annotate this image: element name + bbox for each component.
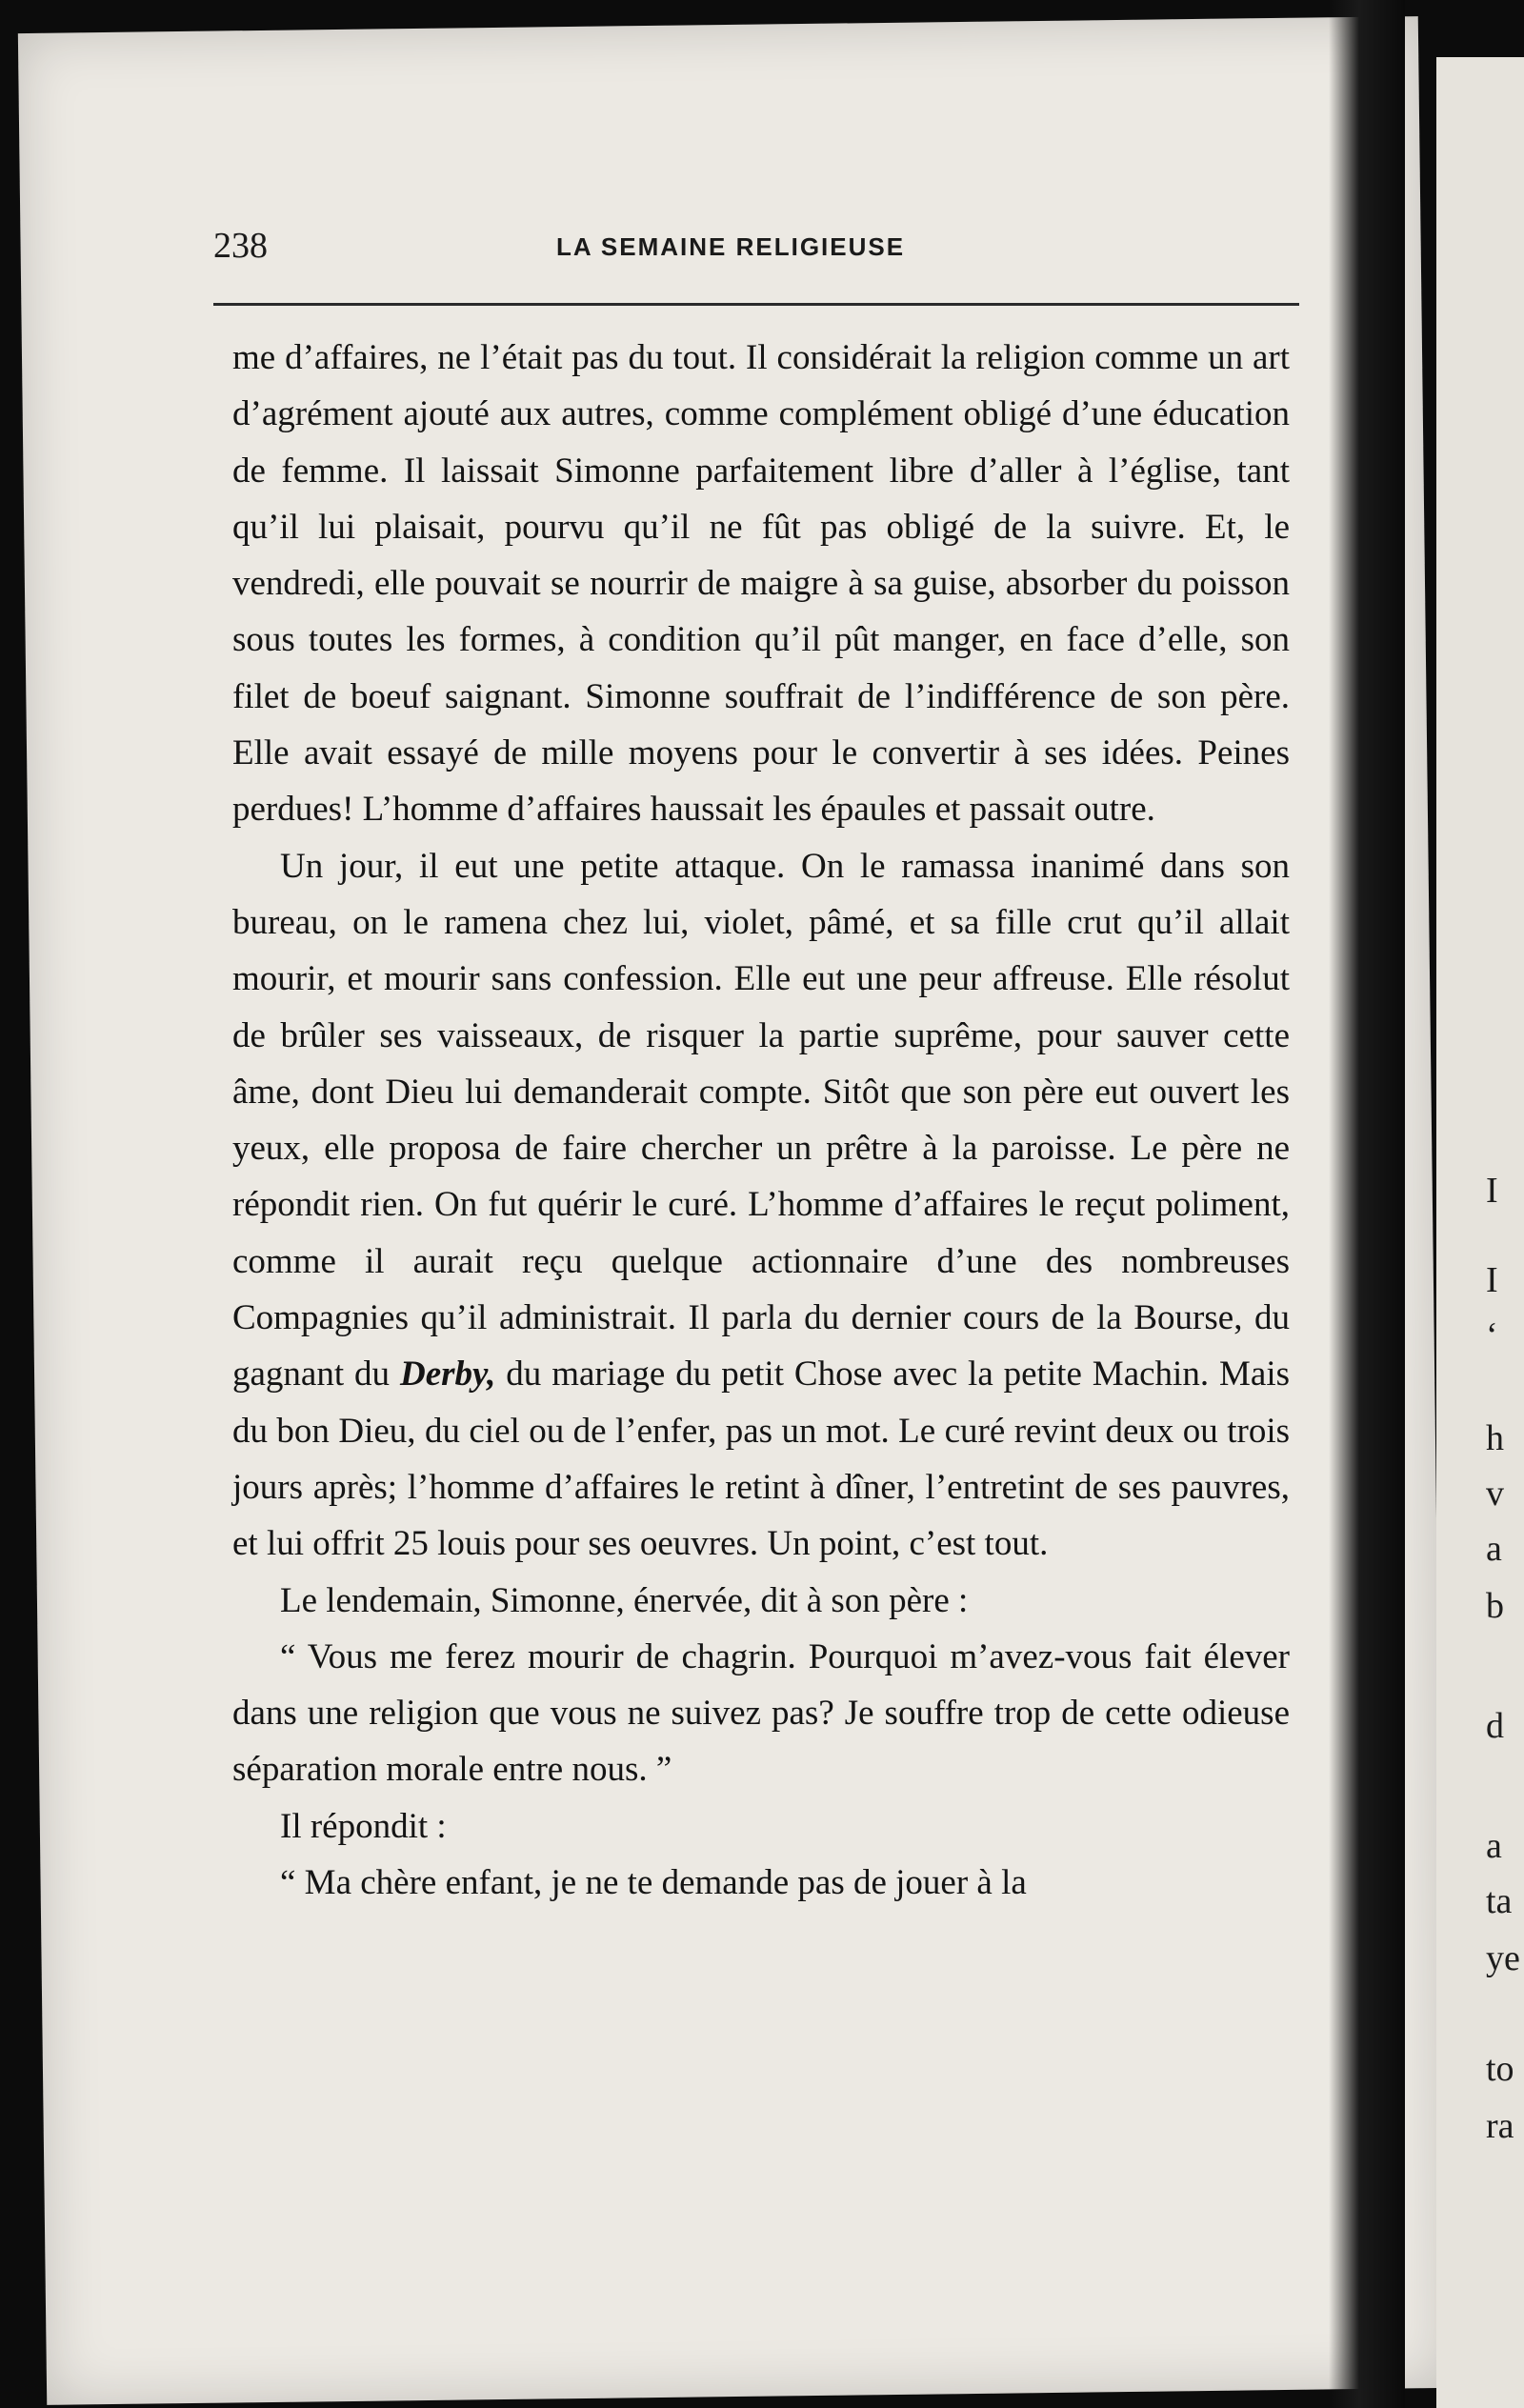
facing-page-fragment: ta <box>1486 1881 1513 1921</box>
page-header <box>213 225 1299 282</box>
facing-page-fragment: ‘ <box>1486 1315 1498 1355</box>
paragraph: Le lendemain, Simonne, énervée, dit à son père : <box>280 1580 969 1620</box>
header-rule <box>213 303 1299 306</box>
paragraph-text: Un jour, il eut une petite attaque. On le ramassa inanimé dans son bureau, on le ramena chez lui, violet, pâmé, et sa fille crut qu’il allait mourir, et mourir sans confession. Elle eut une peur affreuse. Elle résolut de brûler ses vaisseaux, de risquer la partie suprême, pour sauver cette âme, dont Dieu lui demanderait compte. Sitôt que son père eut ouvert les yeux, elle proposa de faire chercher un prêtre à la paroisse. Le père ne répondit rien. On fut quérir le curé. L’homme d’affaires le reçut poliment, comme il aurait reçu quelque actionnaire d’une des nombreuses Compagnies qu’il administrait. Il parla du dernier cours de la Bourse, du gagnant du <box>232 846 1290 1395</box>
facing-page-fragment: d <box>1486 1706 1504 1746</box>
paragraph: Il répondit : <box>280 1806 447 1846</box>
facing-page-fragment: a <box>1486 1826 1502 1866</box>
facing-page-fragment: v <box>1486 1474 1504 1514</box>
paragraph: “ Vous me ferez mourir de chagrin. Pourquoi m’avez-vous fait élever dans une religion que vous ne suivez pas? Je souffre trop de cette odieuse séparation morale entre nous. ” <box>232 1636 1290 1790</box>
facing-page-fragment: I <box>1486 1171 1498 1211</box>
paragraph: “ Ma chère enfant, je ne te demande pas de jouer à la <box>280 1863 1027 1903</box>
facing-page-fragment: b <box>1486 1586 1504 1626</box>
facing-page-fragment: ye <box>1486 1938 1520 1978</box>
facing-page-edge <box>1436 57 1524 2408</box>
running-title: LA SEMAINE RELIGIEUSE <box>556 232 906 261</box>
italic-term: Derby, <box>400 1354 496 1395</box>
page-number: 238 <box>213 226 268 266</box>
body-text <box>232 330 1290 1911</box>
facing-page-fragment: a <box>1486 1529 1502 1569</box>
facing-page-fragment: ra <box>1486 2106 1514 2146</box>
facing-page-fragment: to <box>1486 2049 1514 2089</box>
paragraph-text: du mariage du petit Chose avec la petite Machin. Mais du bon Dieu, du ciel ou de l’enfer, pas un mot. Le curé revint deux ou trois jours après; l’homme d’affaires le retint à dîner, l’entretint de ses pauvres, et lui offrit 25 louis pour ses oeuvres. Un point, c’est tout. <box>232 1354 1291 1564</box>
book-gutter-shadow <box>1329 0 1405 2408</box>
facing-page-fragment: h <box>1486 1418 1504 1458</box>
paragraph: me d’affaires, ne l’était pas du tout. Il considérait la religion comme un art d’agrément ajouté aux autres, comme complément obligé d’une éducation de femme. Il laissait Simonne parfaitement libre d’aller à l’église, tant qu’il lui plaisait, pourvu qu’il ne fût pas obligé de la suivre. Et, le vendredi, elle pouvait se nourrir de maigre à sa guise, absorber du poisson sous toutes les formes, à condition qu’il pût manger, en face d’elle, son filet de boeuf saignant. Simonne souffrait de l’indifférence de son père. Elle avait essayé de mille moyens pour le convertir à ses idées. Peines perdues! L’homme d’affaires haussait les épaules et passait outre. <box>232 338 1290 830</box>
paragraph <box>232 838 1290 1573</box>
facing-page-fragment: I <box>1486 1260 1498 1300</box>
